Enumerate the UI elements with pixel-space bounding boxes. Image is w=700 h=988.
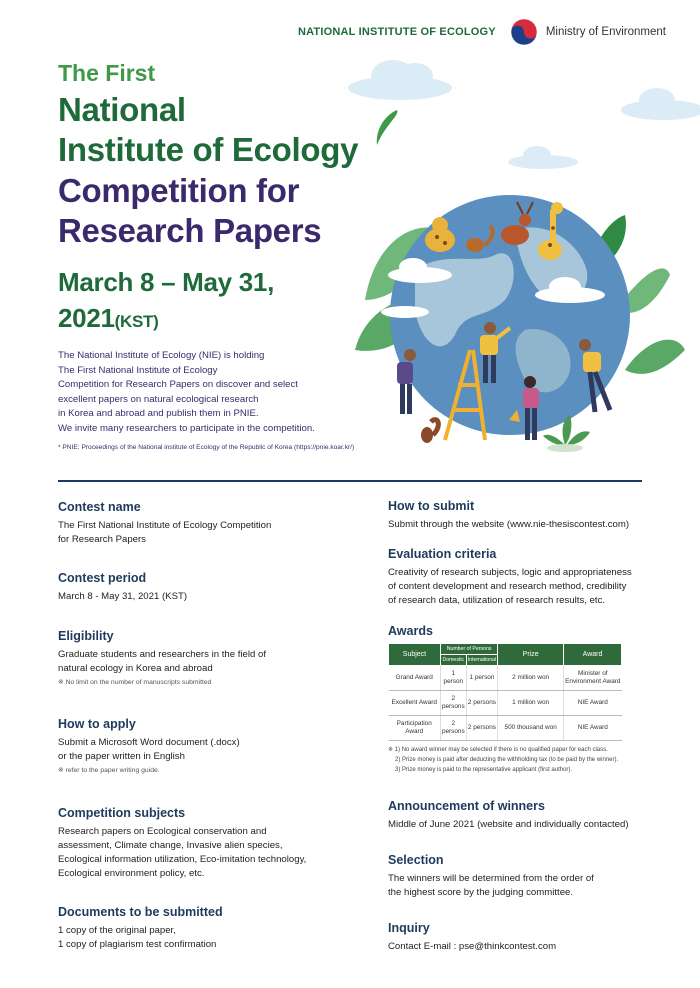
title-institute: [58, 90, 358, 170]
cell-international: 2 persons: [466, 691, 498, 716]
intro-line: excellent papers on natural ecological research: [58, 393, 259, 405]
cell-international: 1 person: [466, 666, 498, 691]
cell-subject: Grand Award: [389, 666, 441, 691]
text-line: Contact E-mail : pse@thinkcontest.com: [388, 941, 557, 952]
cloud-icon: [348, 60, 700, 169]
date-line-2: [58, 300, 318, 340]
cell-international: 2 persons: [466, 716, 498, 741]
pnie-footnote: * PNIE: Proceedings of the National institute of Ecology of the Republic of Korea (https://pnie.koar.kr/): [58, 444, 355, 451]
section-selection: [388, 853, 594, 900]
awards-note: ※ 1) No award winner may be selected if there is no qualified paper for each class.: [388, 747, 608, 753]
date-line-1: March 8 – May 31,: [58, 267, 275, 297]
cell-subject: Excellent Award: [389, 691, 441, 716]
cell-award: NIE Award: [564, 691, 622, 716]
text-line: Ecological environment policy, etc.: [58, 868, 205, 879]
heading: Documents to be submitted: [58, 905, 223, 919]
awards-note: 3) Prize money is paid to the representative applicant (first author).: [395, 767, 573, 773]
text-line: the highest score by the judging committee.: [388, 887, 574, 898]
text-line: Middle of June 2021 (website and individually contacted): [388, 819, 629, 830]
col-prize: Prize: [498, 644, 564, 666]
section-how-to-submit: [388, 499, 629, 532]
section-contest-period: [58, 571, 187, 604]
section-divider: [58, 480, 642, 482]
ministry-name: Ministry of Environment: [545, 26, 666, 38]
text-line: of content development and research method, credibility: [388, 581, 627, 592]
cell-prize: 500 thousand won: [498, 716, 564, 741]
cell-prize: 2 million won: [498, 666, 564, 691]
heading: Awards: [388, 624, 433, 638]
title-line-1: National: [58, 91, 186, 128]
cell-domestic: 2 persons: [440, 716, 466, 741]
heading: Eligibility: [58, 629, 114, 643]
awards-table: [388, 643, 622, 741]
intro-line: We invite many researchers to participate in the competition.: [58, 422, 315, 434]
intro-line: Competition for Research Papers on discover and select: [58, 379, 298, 391]
text-line: Creativity of research subjects, logic and appropriateness: [388, 567, 632, 578]
note: ※ refer to the paper writing guide.: [58, 767, 160, 774]
heading: How to apply: [58, 717, 136, 731]
text-line: or the paper written in English: [58, 751, 185, 762]
text-line: of research data, utilization of research results, etc.: [388, 595, 606, 606]
intro-line: in Korea and abroad and publish them in PNIE.: [58, 408, 259, 420]
col-award: Award: [564, 644, 622, 666]
table-row: [389, 691, 622, 716]
table-row: [389, 666, 622, 691]
intro-line: The First National Institute of Ecology: [58, 364, 218, 376]
section-documents: [58, 905, 223, 952]
col-persons: Number of Persons: [440, 644, 497, 655]
cell-subject: Participation Award: [389, 716, 441, 741]
text-line: 1 copy of plagiarism test confirmation: [58, 939, 217, 950]
heading: Announcement of winners: [388, 799, 545, 813]
awards-note: 2) Prize money is paid after deducting the withholding tax (to be paid by the winner).: [395, 757, 619, 763]
header: [298, 18, 666, 46]
heading: Contest period: [58, 571, 147, 585]
text-line: Submit a Microsoft Word document (.docx): [58, 737, 240, 748]
title-competition: [58, 171, 321, 251]
text-line: Graduate students and researchers in the field of: [58, 649, 266, 660]
heading: Inquiry: [388, 921, 430, 935]
cell-domestic: 1 person: [440, 666, 466, 691]
heading: Evaluation criteria: [388, 547, 497, 561]
cell-award: Minister of Environment Award: [564, 666, 622, 691]
heading: Contest name: [58, 500, 141, 514]
col-subject: Subject: [389, 644, 441, 666]
table-row: [389, 716, 622, 741]
date-year: 2021: [58, 303, 115, 333]
title-first: The First: [58, 60, 156, 86]
text-line: assessment, Climate change, Invasive alien species,: [58, 840, 283, 851]
text-line: Ecological information utilization, Eco-imitation technology,: [58, 854, 307, 865]
section-contest-name: [58, 500, 271, 547]
awards-notes: [388, 745, 622, 775]
cell-award: NIE Award: [564, 716, 622, 741]
col-domestic: Domestic: [440, 655, 466, 666]
heading: Competition subjects: [58, 806, 186, 820]
note: ※ No limit on the number of manuscripts submitted: [58, 679, 212, 686]
cell-prize: 1 million won: [498, 691, 564, 716]
section-announcement: [388, 799, 629, 832]
title-date: [58, 264, 318, 340]
taegeuk-emblem-icon: [510, 18, 538, 46]
cell-domestic: 2 persons: [440, 691, 466, 716]
text-line: The winners will be determined from the order of: [388, 873, 594, 884]
heading: How to submit: [388, 499, 475, 513]
section-inquiry: [388, 921, 556, 954]
text-line: 1 copy of the original paper,: [58, 925, 176, 936]
section-awards: [388, 624, 622, 775]
section-evaluation: [388, 547, 632, 608]
section-competition-subjects: [58, 806, 306, 881]
text-line: The First National Institute of Ecology Competition: [58, 520, 272, 531]
section-eligibility: [58, 629, 266, 688]
intro-paragraph: [58, 349, 358, 437]
date-kst: (KST): [114, 312, 159, 331]
title-line-4: Research Papers: [58, 212, 322, 249]
title-line-2: Institute of Ecology: [58, 131, 359, 168]
text-line: March 8 - May 31, 2021 (KST): [58, 591, 188, 602]
col-international: International: [466, 655, 498, 666]
institute-name: NATIONAL INSTITUTE OF ECOLOGY: [297, 26, 496, 38]
earth-ecology-illustration: [345, 50, 700, 470]
text-line: Submit through the website (www.nie-thesiscontest.com): [388, 519, 630, 530]
heading: Selection: [388, 853, 444, 867]
intro-line: The National Institute of Ecology (NIE) is holding: [58, 350, 265, 361]
text-line: natural ecology in Korea and abroad: [58, 663, 213, 674]
text-line: Research papers on Ecological conservation and: [58, 826, 267, 837]
section-how-to-apply: [58, 717, 240, 776]
text-line: for Research Papers: [58, 534, 146, 545]
title-line-3: Competition for: [58, 172, 300, 209]
